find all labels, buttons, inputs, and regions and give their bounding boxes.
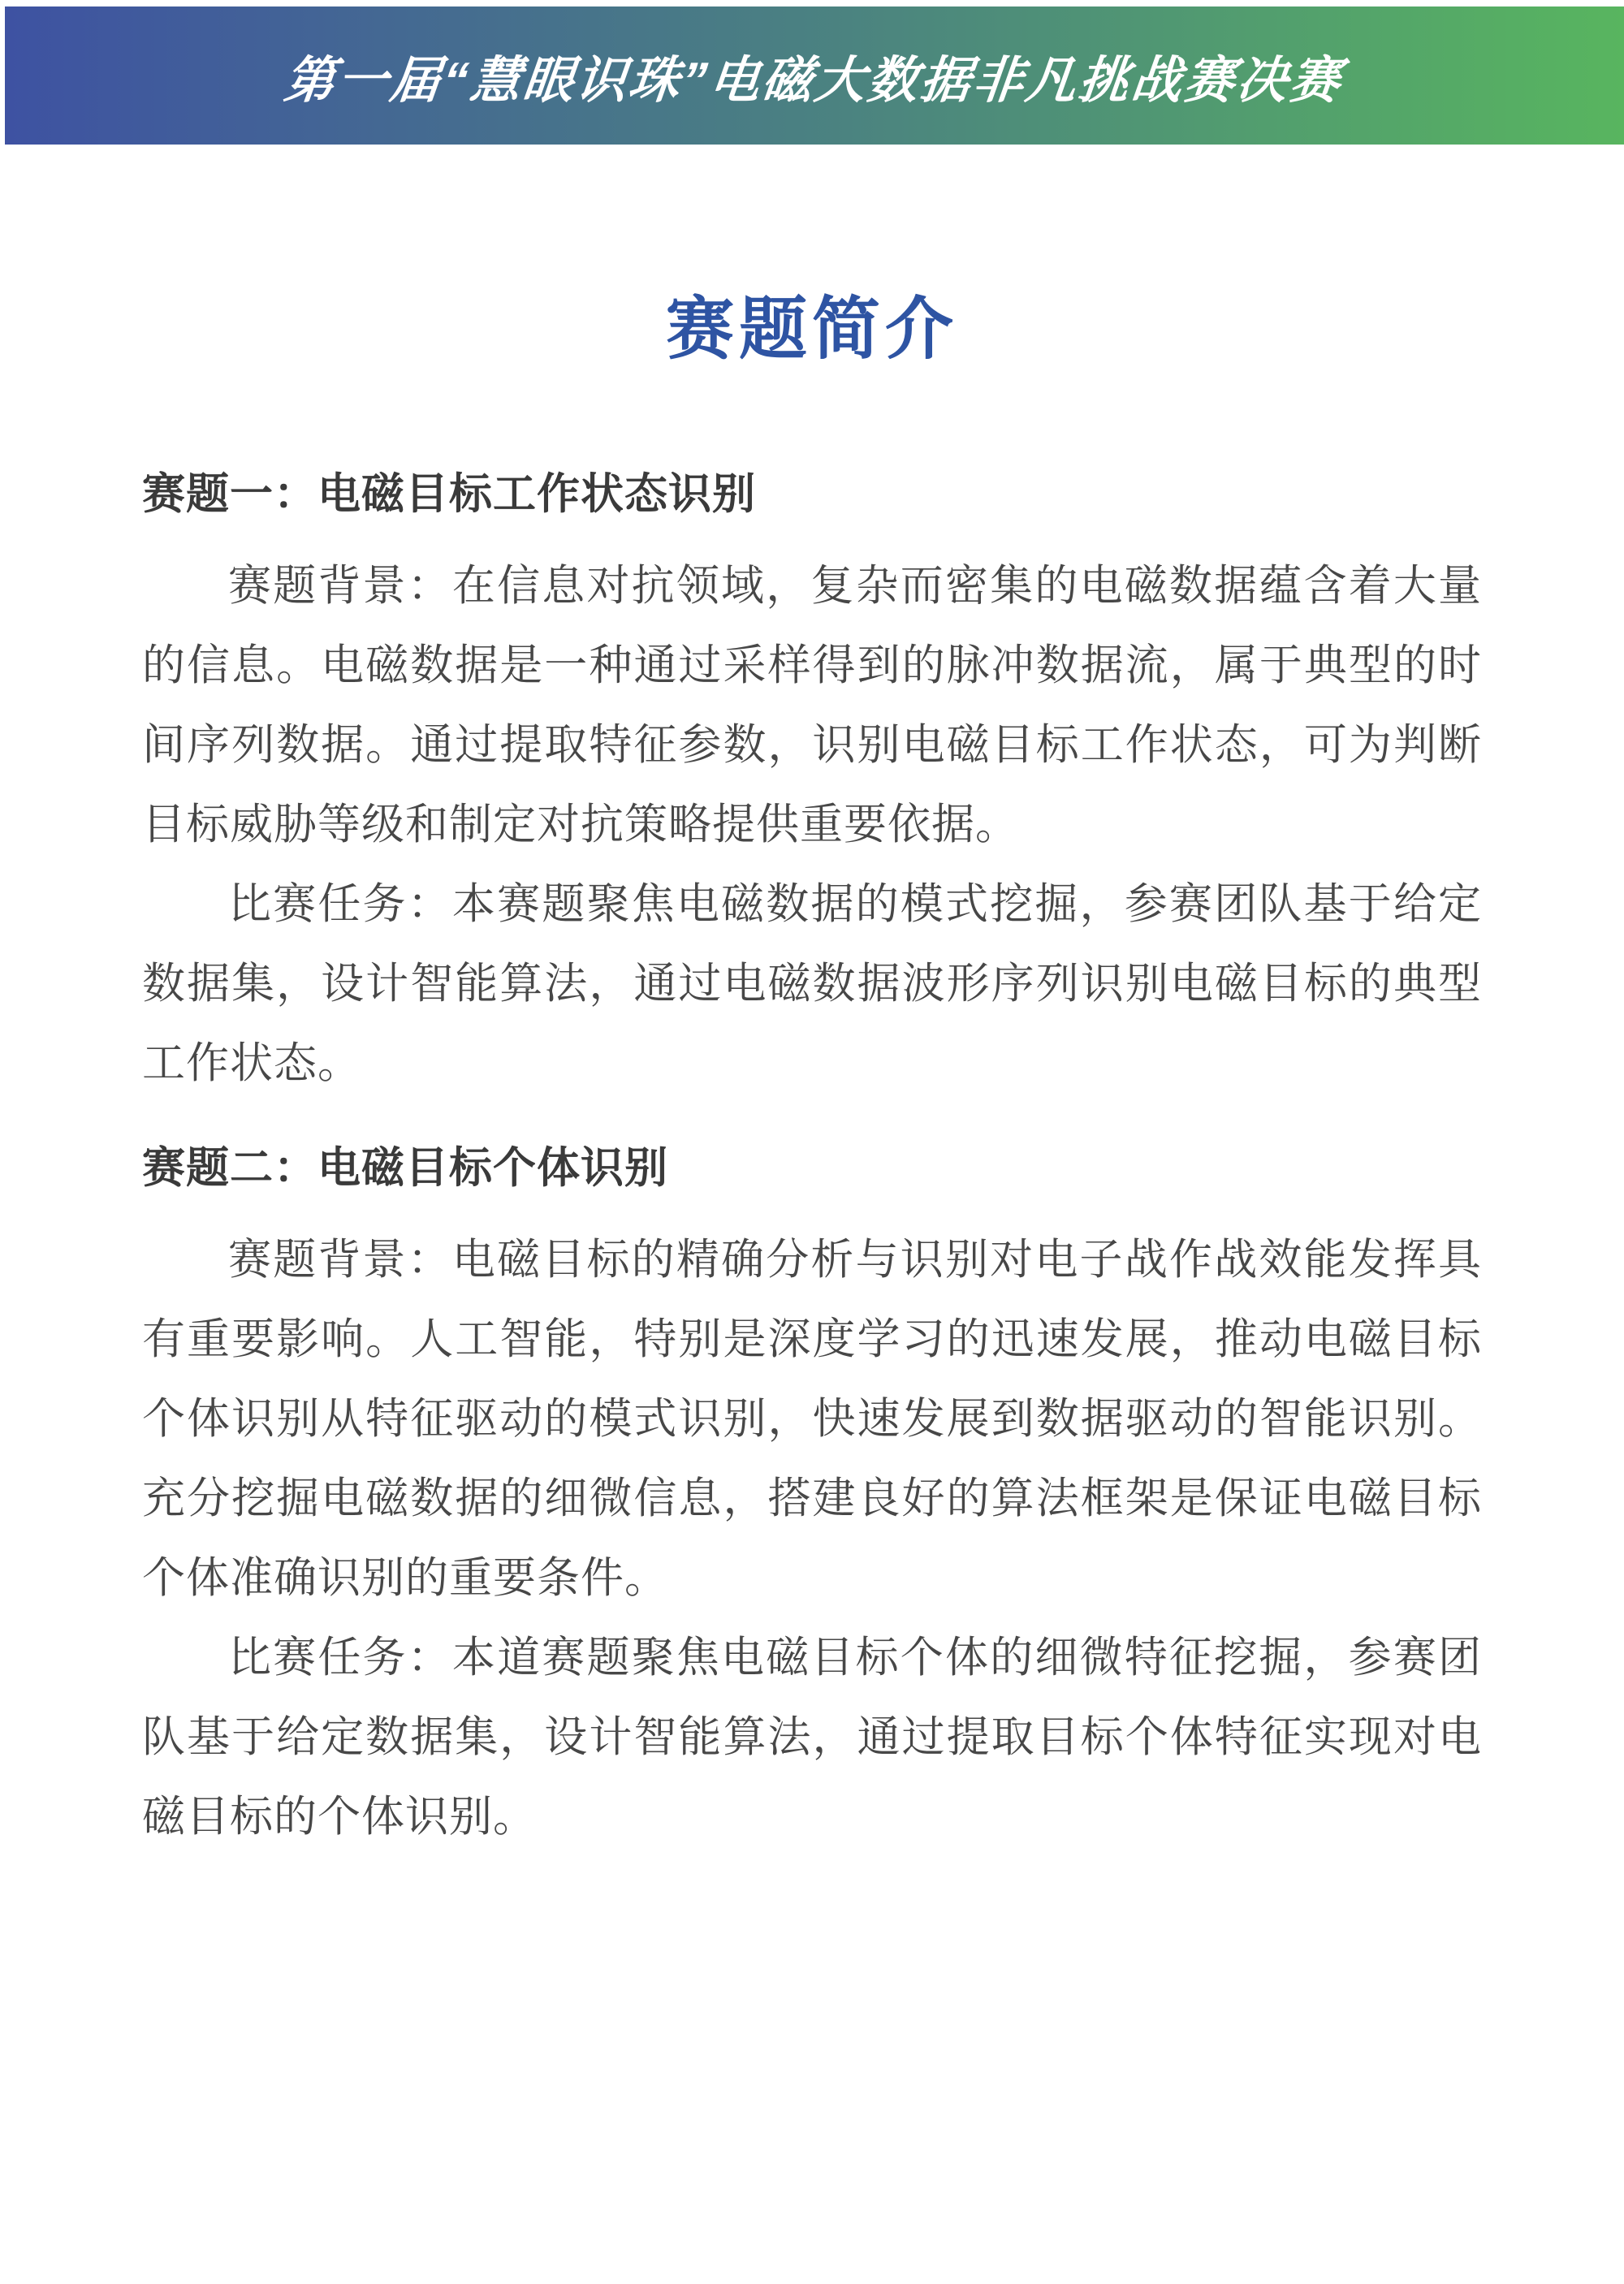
- section-2-paragraph-task: 比赛任务：本道赛题聚焦电磁目标个体的细微特征挖掘，参赛团队基于给定数据集，设计智能算法，通过提取目标个体特征实现对电磁目标的个体识别。: [142, 1633, 1482, 1841]
- section-2-paragraph-background: 赛题背景：电磁目标的精确分析与识别对电子战作战效能发挥具有重要影响。人工智能，特别是深度学习的迅速发展，推动电磁目标个体识别从特征驱动的模式识别，快速发展到数据驱动的智能识别。充分挖掘电磁数据的细微信息，搭建良好的算法框架是保证电磁目标个体准确识别的重要条件。: [142, 1235, 1482, 1602]
- section-1-heading: 赛题一：电磁目标工作状态识别: [142, 470, 756, 518]
- section-2-body: [142, 1220, 1482, 1857]
- section-topic-1: [142, 468, 1482, 1103]
- section-2-heading: 赛题二：电磁目标个体识别: [142, 1143, 668, 1192]
- section-topic-2: [142, 1142, 1482, 1857]
- section-1-paragraph-task: 比赛任务：本赛题聚焦电磁数据的模式挖掘，参赛团队基于给定数据集，设计智能算法，通过电磁数据波形序列识别电磁目标的典型工作状态。: [142, 879, 1482, 1087]
- content-area: [142, 291, 1482, 1857]
- section-1-paragraph-background: 赛题背景：在信息对抗领域，复杂而密集的电磁数据蕴含着大量的信息。电磁数据是一种通过采样得到的脉冲数据流，属于典型的时间序列数据。通过提取特征参数，识别电磁目标工作状态，可为判断目标威胁等级和制定对抗策略提供重要依据。: [142, 561, 1482, 848]
- section-1-body: [142, 546, 1482, 1103]
- header-banner: [5, 6, 1624, 145]
- page-title: 赛题简介: [665, 291, 958, 367]
- banner-title: 第一届“慧眼识珠”电磁大数据非凡挑战赛决赛: [282, 52, 1346, 109]
